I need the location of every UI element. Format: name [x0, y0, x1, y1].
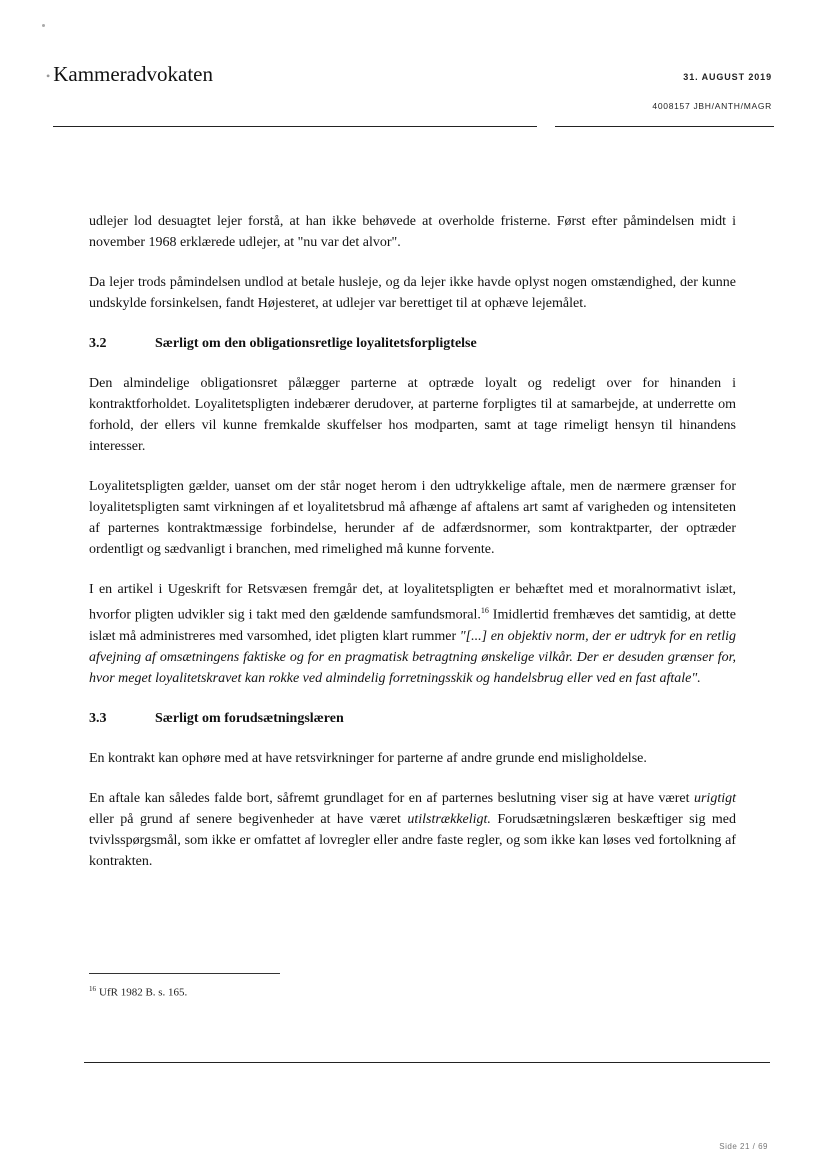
paragraph-text: Forudsætningslæren beskæftiger sig med tvivlsspørgsmål, som ikke er omfattet af lovregler eller andre faste regler, og som ikke kan løses ved fortolkning af kontrakten. — [89, 811, 736, 869]
document-reference: 4008157 JBH/ANTH/MAGR — [652, 101, 772, 111]
paragraph-text: eller på grund af senere begivenheder at have været — [89, 811, 408, 827]
paragraph: En kontrakt kan ophøre med at have retsvirkninger for parterne af andre grunde end misligholdelse. — [89, 750, 647, 766]
section-heading-3-3 — [89, 708, 736, 729]
footnote-number: 16 — [89, 985, 96, 993]
document-body — [89, 211, 736, 891]
footnote-separator — [89, 973, 280, 974]
logo-text: Kammeradvokaten — [53, 62, 213, 86]
header-rule-left — [53, 126, 537, 127]
footnote — [89, 985, 187, 999]
page-number: Side 21 / 69 — [719, 1142, 768, 1151]
paragraph: Loyalitetspligten gælder, uanset om der står noget herom i den udtrykkelige aftale, men de nærmere grænser for loyalitetspligten samt virkningen af et loyalitetsbrud må afhænge af aftalens art samt af varigheden og intensiteten af parternes kontraktmæssige forbindelse, herunder af de adfærdsnormer, som kontraktparter, der optræder ordentligt og sædvanligt i branchen, med rimelighed må kunne forvente. — [89, 479, 736, 557]
quotation: "[...] en objektiv norm, der er udtryk for en retlig afvejning af omsætningens faktiske og for en pragmatisk betragtning ønskelige vilkår. Der er desuden grænser for, hvor meget loyalitetskravet kan rokke ved almindelig forretningsskik og handelsbrug eller ved en fast aftale". — [89, 628, 737, 686]
paragraph: udlejer lod desuagtet lejer forstå, at han ikke behøvede at overholde fristerne. Først efter påmindelsen midt i november 1968 erklærede udlejer, at "nu var det alvor". — [89, 214, 736, 250]
header-rule-right — [555, 126, 774, 127]
footnote-reference: 16 — [480, 606, 489, 615]
logo-dot-icon: • — [46, 68, 51, 83]
paragraph: Da lejer trods påmindelsen undlod at betale husleje, og da lejer ikke havde oplyst nogen omstændighed, der kunne undskylde forsinkelsen, fandt Højesteret, at udlejer var berettiget til at ophæve lejemålet. — [89, 275, 736, 311]
logo — [46, 62, 213, 87]
emphasis: urigtigt — [693, 790, 736, 806]
scan-speck — [42, 24, 45, 27]
section-number: 3.3 — [89, 710, 107, 726]
document-date: 31. AUGUST 2019 — [683, 72, 772, 82]
section-heading-3-2 — [89, 333, 736, 354]
paragraph — [89, 788, 736, 872]
footnote-text: UfR 1982 B. s. 165. — [99, 986, 188, 999]
paragraph-text: Imidlertid fremhæves det samtidig, at dette islæt må administreres med varsomhed, idet pligten klart rummer — [89, 607, 736, 644]
paragraph-text: En aftale kan således falde bort, såfremt grundlaget for en af parternes beslutning viser sig at have været — [89, 790, 694, 806]
section-number: 3.2 — [89, 336, 107, 351]
paragraph: Den almindelige obligationsret pålægger parterne at optræde loyalt og redeligt over for hinanden i kontraktforholdet. Loyalitetspligten indebærer derudover, at parterne forpligtes til at samarbejde, at underrette om forhold, der ellers vil kunne fremkalde skuffelser hos modparten, samt at tage rimeligt hensyn til hinandens interesser. — [89, 376, 736, 454]
footer-rule — [84, 1062, 770, 1063]
paragraph-text: I en artikel i Ugeskrift for Retsvæsen fremgår det, at loyalitetspligten er behæftet med et moralnormativt islæt, hvorfor pligten udvikler sig i takt med den gældende samfundsmoral. — [89, 582, 736, 623]
section-title: Særligt om den obligationsretlige loyalitetsforpligtelse — [155, 336, 477, 351]
section-title: Særligt om forudsætningslæren — [155, 710, 344, 726]
emphasis: utilstrækkeligt. — [407, 811, 491, 827]
paragraph — [89, 579, 736, 689]
